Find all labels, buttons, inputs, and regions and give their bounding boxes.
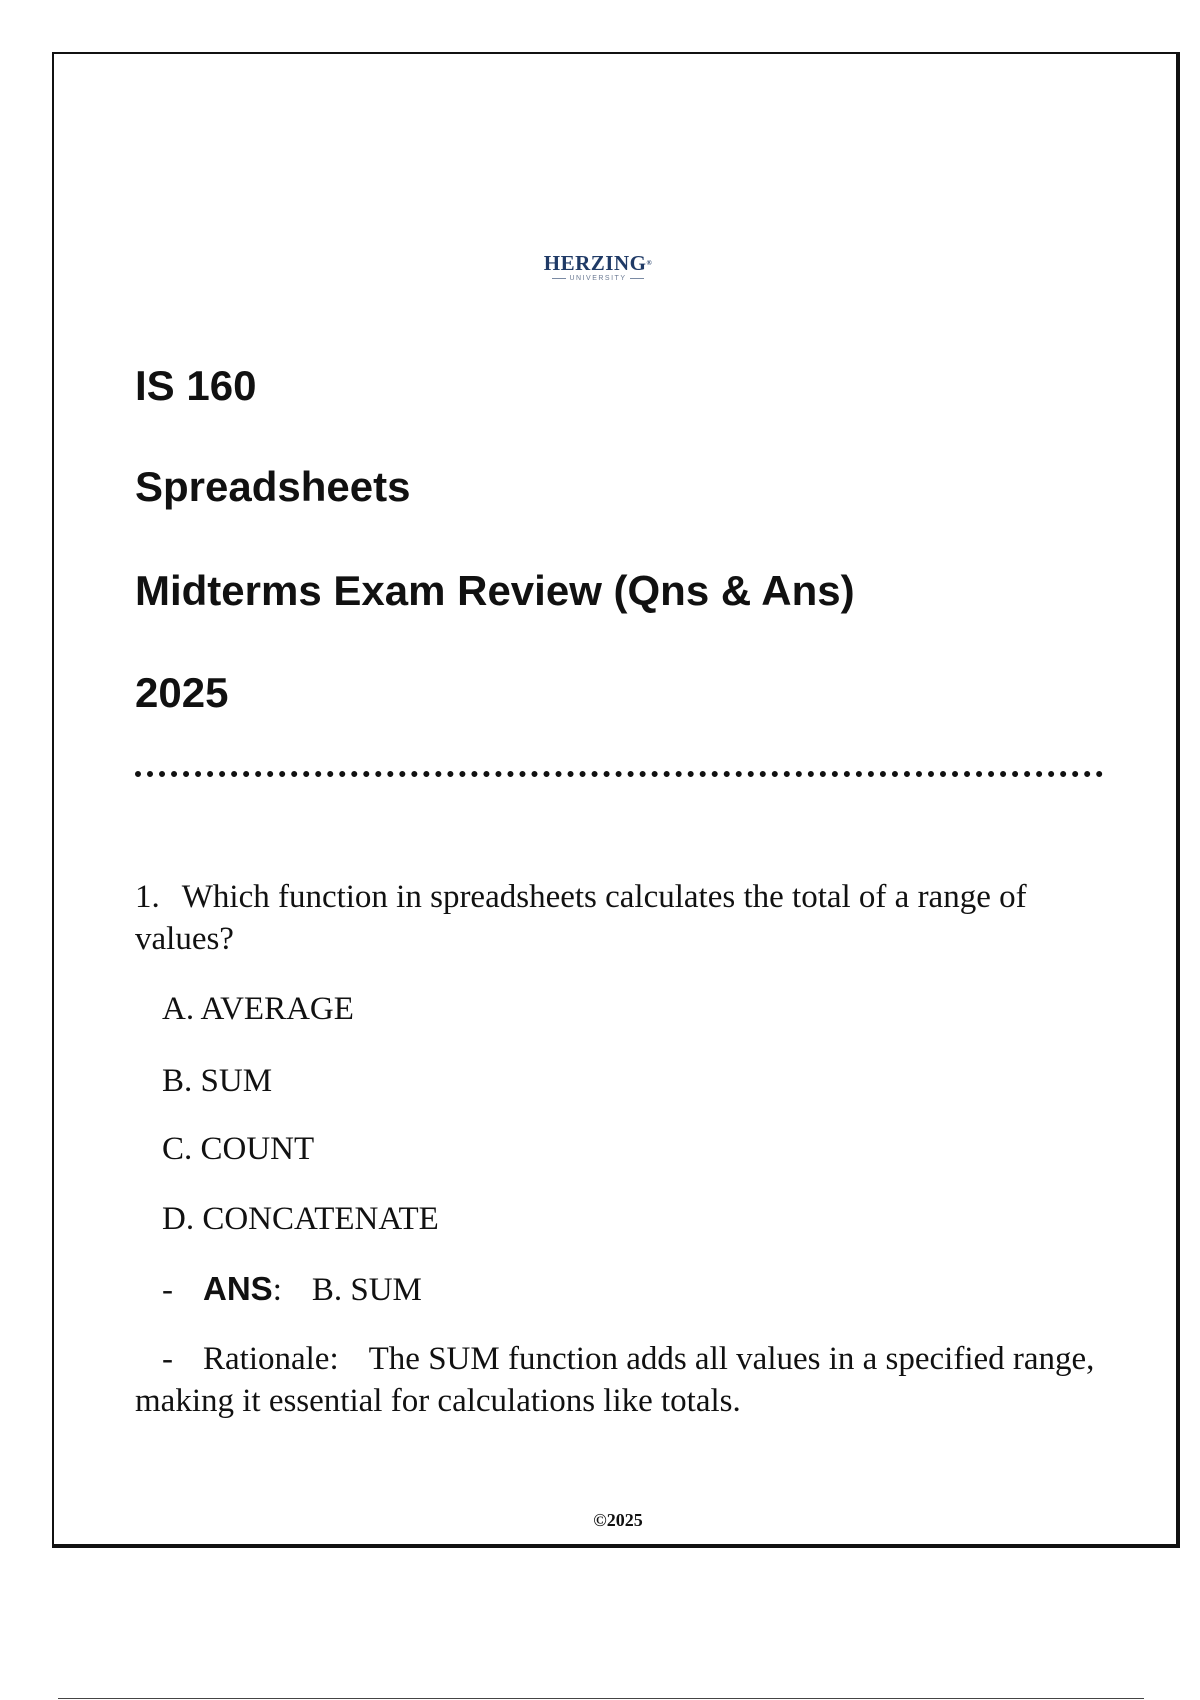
logo-subtitle: UNIVERSITY [569,275,627,282]
logo-name: HERZING [543,251,647,275]
logo-wordmark [540,252,656,274]
logo-registered-mark: ® [646,259,653,267]
option-d: D. CONCATENATE [162,1201,439,1237]
logo-subtitle-row [540,275,656,282]
question-number: 1. [135,879,160,915]
logo-rule-left [552,278,566,279]
answer-line [162,1268,422,1311]
question-body: Which function in spreadsheets calculates the total of a range of values? [135,879,1027,957]
logo-rule-right [630,278,644,279]
dotted-divider [135,771,1103,777]
option-c: C. COUNT [162,1131,315,1167]
course-code: IS 160 [135,362,257,409]
rationale-label: Rationale: [203,1341,339,1377]
copyright-notice: ©2025 [593,1510,643,1530]
answer-dash: - [162,1272,173,1308]
answer-value: B. SUM [311,1272,422,1308]
rationale-text [135,1338,1095,1422]
answer-colon: : [272,1272,282,1308]
university-logo [540,252,656,282]
document-title: Midterms Exam Review (Qns & Ans) [135,567,855,614]
answer-label: ANS [203,1270,273,1307]
rationale-body: The SUM function adds all values in a specified range, making it essential for calculations like totals. [135,1341,1095,1419]
question-text [135,876,1095,960]
bottom-divider [58,1698,1144,1699]
option-a: A. AVERAGE [162,991,354,1027]
rationale-dash: - [162,1341,173,1377]
document-year: 2025 [135,669,229,716]
course-subject: Spreadsheets [135,463,411,510]
option-b: B. SUM [162,1063,273,1099]
